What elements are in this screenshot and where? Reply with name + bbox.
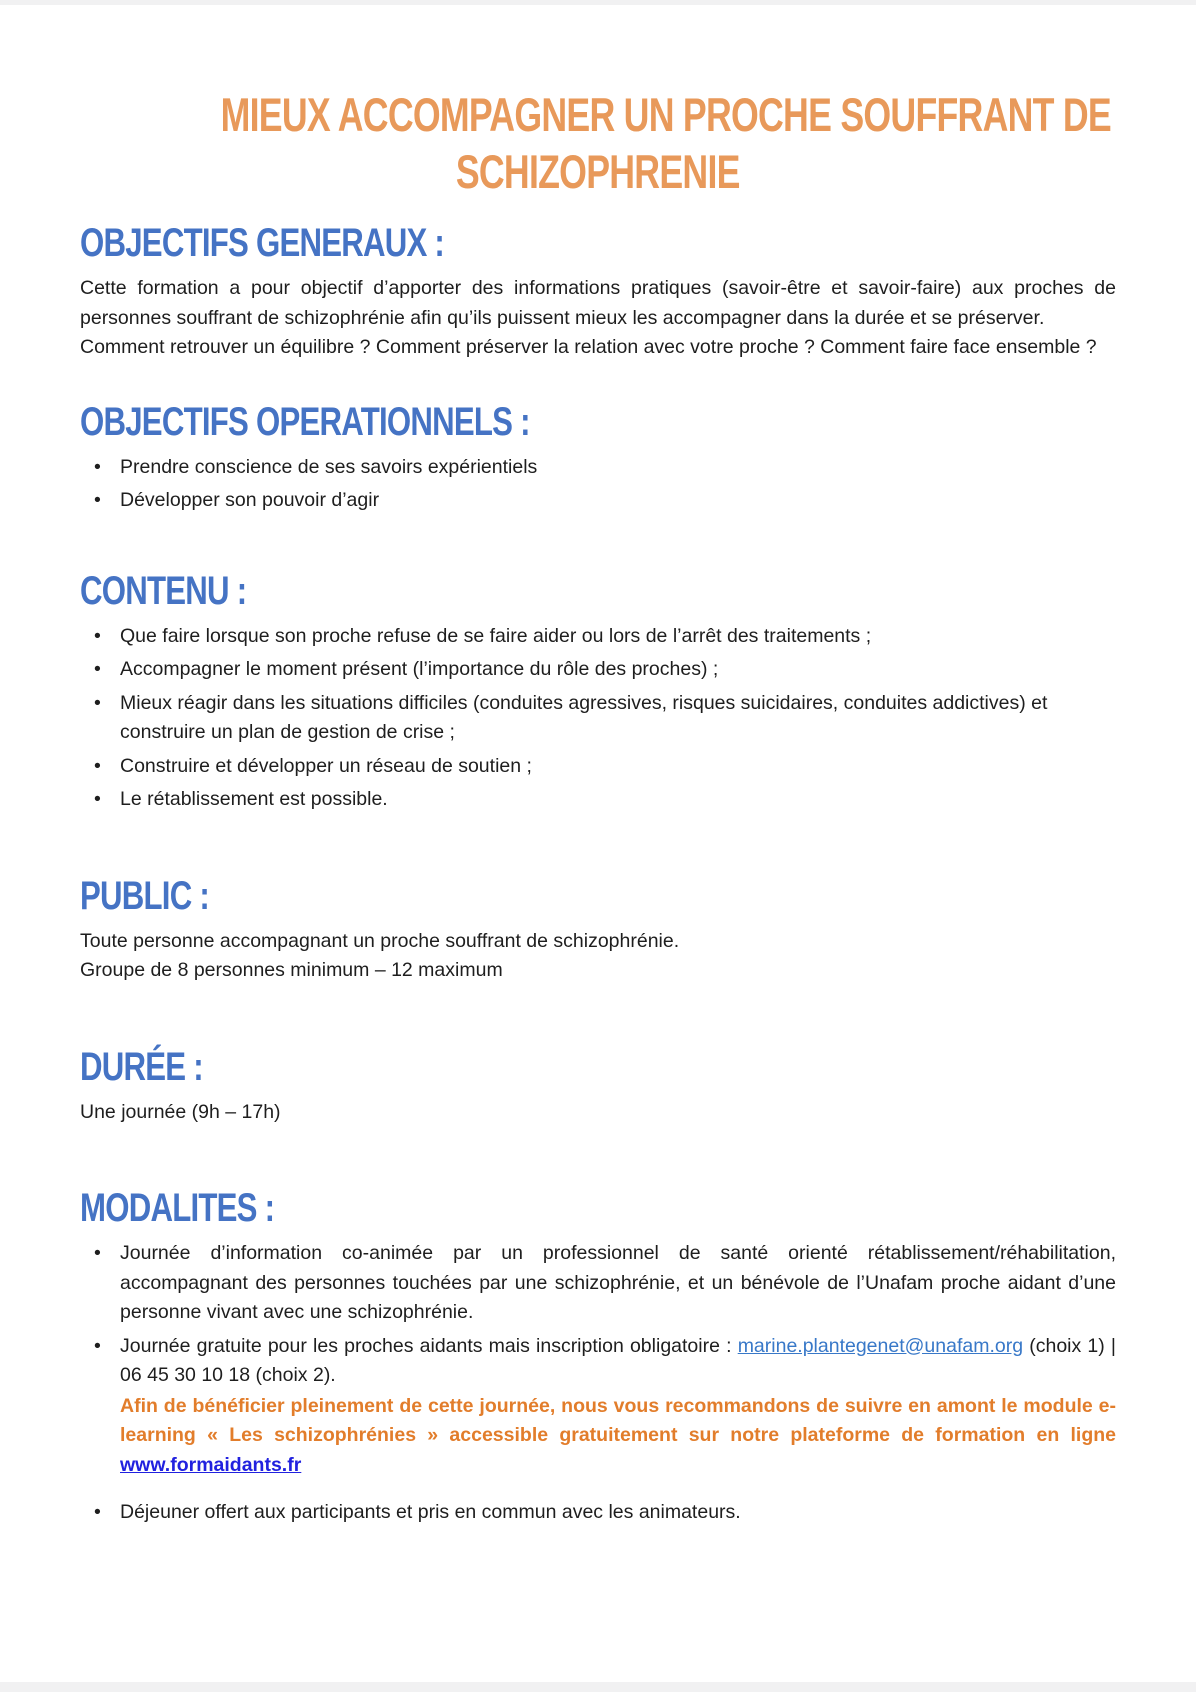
objectifs-operationnels-list xyxy=(80,453,1116,516)
inscription-text xyxy=(120,1332,1116,1391)
heading-text: PUBLIC : xyxy=(80,873,209,918)
section-objectifs-operationnels xyxy=(80,399,1116,516)
modalites-list xyxy=(80,1239,1116,1528)
list-item-text: Le rétablissement est possible. xyxy=(120,788,388,810)
heading-text: OBJECTIFS OPERATIONNELS : xyxy=(80,399,530,444)
inscription-text-before-link: Journée gratuite pour les proches aidants mais inscription obligatoire : xyxy=(120,1334,738,1357)
duree-line-1: Une journée (9h – 17h) xyxy=(80,1100,281,1123)
list-item-text: Journée d’information co-animée par un professionnel de santé orienté rétablissement/réhabilitation, accompagnant des personnes touchées par une schizophrénie, et un bénévole de l’Unafam proche aidant d’une personne vivant avec une schizophrénie. xyxy=(120,1242,1116,1323)
bullet-icon: • xyxy=(94,754,101,777)
contenu-list xyxy=(80,622,1116,815)
email-link[interactable]: marine.plantegenet@unafam.org xyxy=(737,1334,1024,1357)
heading-text: CONTENU : xyxy=(80,568,247,613)
public-line-2: Groupe de 8 personnes minimum – 12 maximum xyxy=(80,959,503,981)
bullet-icon: • xyxy=(94,624,101,647)
page-edge-bottom xyxy=(0,1682,1196,1692)
list-item xyxy=(80,752,1116,782)
bullet-icon: • xyxy=(94,658,101,680)
heading-text: DURÉE : xyxy=(80,1044,203,1089)
list-item-text: Mieux réagir dans les situations difficiles (conduites agressives, risques suicidaires, conduites addictives) et construire un plan de gestion de crise ; xyxy=(120,691,1048,743)
elearning-notice xyxy=(120,1392,1116,1481)
section-public xyxy=(80,873,1116,986)
page-edge-top xyxy=(0,0,1196,5)
heading-duree xyxy=(80,1044,1116,1090)
document-title-line2: SCHIZOPHRENIE xyxy=(456,145,740,198)
heading-text: MODALITES : xyxy=(80,1186,275,1230)
public-line-1: Toute personne accompagnant un proche souffrant de schizophrénie. xyxy=(80,929,680,952)
list-item xyxy=(80,622,1116,652)
document-title-line1: MIEUX ACCOMPAGNER UN PROCHE SOUFFRANT DE xyxy=(220,88,1112,141)
list-item-text: Construire et développer un réseau de soutien ; xyxy=(120,754,532,777)
heading-modalites xyxy=(80,1185,1116,1231)
heading-contenu xyxy=(80,568,1116,614)
section-objectifs-generaux xyxy=(80,220,1116,363)
section-modalites xyxy=(80,1185,1116,1528)
heading-text: OBJECTIFS GENERAUX : xyxy=(80,221,445,265)
bullet-icon: • xyxy=(94,1501,101,1523)
list-item xyxy=(80,1498,1116,1528)
inscription-text-after-link: (choix 1) | 06 45 30 10 18 (choix 2). xyxy=(120,1334,1116,1386)
document-title xyxy=(80,86,1116,200)
bullet-icon: • xyxy=(94,489,101,511)
heading-public xyxy=(80,873,1116,919)
list-item xyxy=(80,453,1116,483)
list-item-text: Accompagner le moment présent (l’importance du rôle des proches) ; xyxy=(120,658,719,680)
section-duree xyxy=(80,1044,1116,1128)
spacer xyxy=(80,1484,1116,1498)
list-item xyxy=(80,486,1116,516)
heading-objectifs-generaux xyxy=(80,220,1116,266)
list-item xyxy=(80,1332,1116,1481)
bullet-icon: • xyxy=(94,1334,101,1357)
heading-objectifs-operationnels xyxy=(80,399,1116,445)
objectifs-generaux-paragraph-2: Comment retrouver un équilibre ? Comment préserver la relation avec votre proche ? Comment faire face ensemble ? xyxy=(80,336,1097,358)
list-item xyxy=(80,689,1116,748)
bullet-icon: • xyxy=(94,455,101,478)
bullet-icon: • xyxy=(94,788,101,810)
list-item-text: Que faire lorsque son proche refuse de se faire aider ou lors de l’arrêt des traitements ; xyxy=(120,624,872,647)
list-item xyxy=(80,1239,1116,1328)
list-item-text: Développer son pouvoir d’agir xyxy=(120,489,380,511)
list-item xyxy=(80,655,1116,685)
elearning-notice-text: Afin de bénéficier pleinement de cette journée, nous vous recommandons de suivre en amont le module e-learning « Les schizophrénies » accessible gratuitement sur notre plateforme de formation en ligne xyxy=(120,1394,1116,1446)
objectifs-generaux-paragraph-1: Cette formation a pour objectif d’apporter des informations pratiques (savoir-être et savoir-faire) aux proches de personnes souffrant de schizophrénie afin qu’ils puissent mieux les accompagner dans la durée et se préserver. xyxy=(80,277,1116,329)
list-item-text: Prendre conscience de ses savoirs expérientiels xyxy=(120,455,538,478)
list-item xyxy=(80,785,1116,815)
list-item-text: Déjeuner offert aux participants et pris en commun avec les animateurs. xyxy=(120,1501,741,1523)
formaidants-link[interactable]: www.formaidants.fr xyxy=(120,1453,302,1476)
section-contenu xyxy=(80,568,1116,815)
bullet-icon: • xyxy=(94,691,101,714)
bullet-icon: • xyxy=(94,1242,101,1264)
